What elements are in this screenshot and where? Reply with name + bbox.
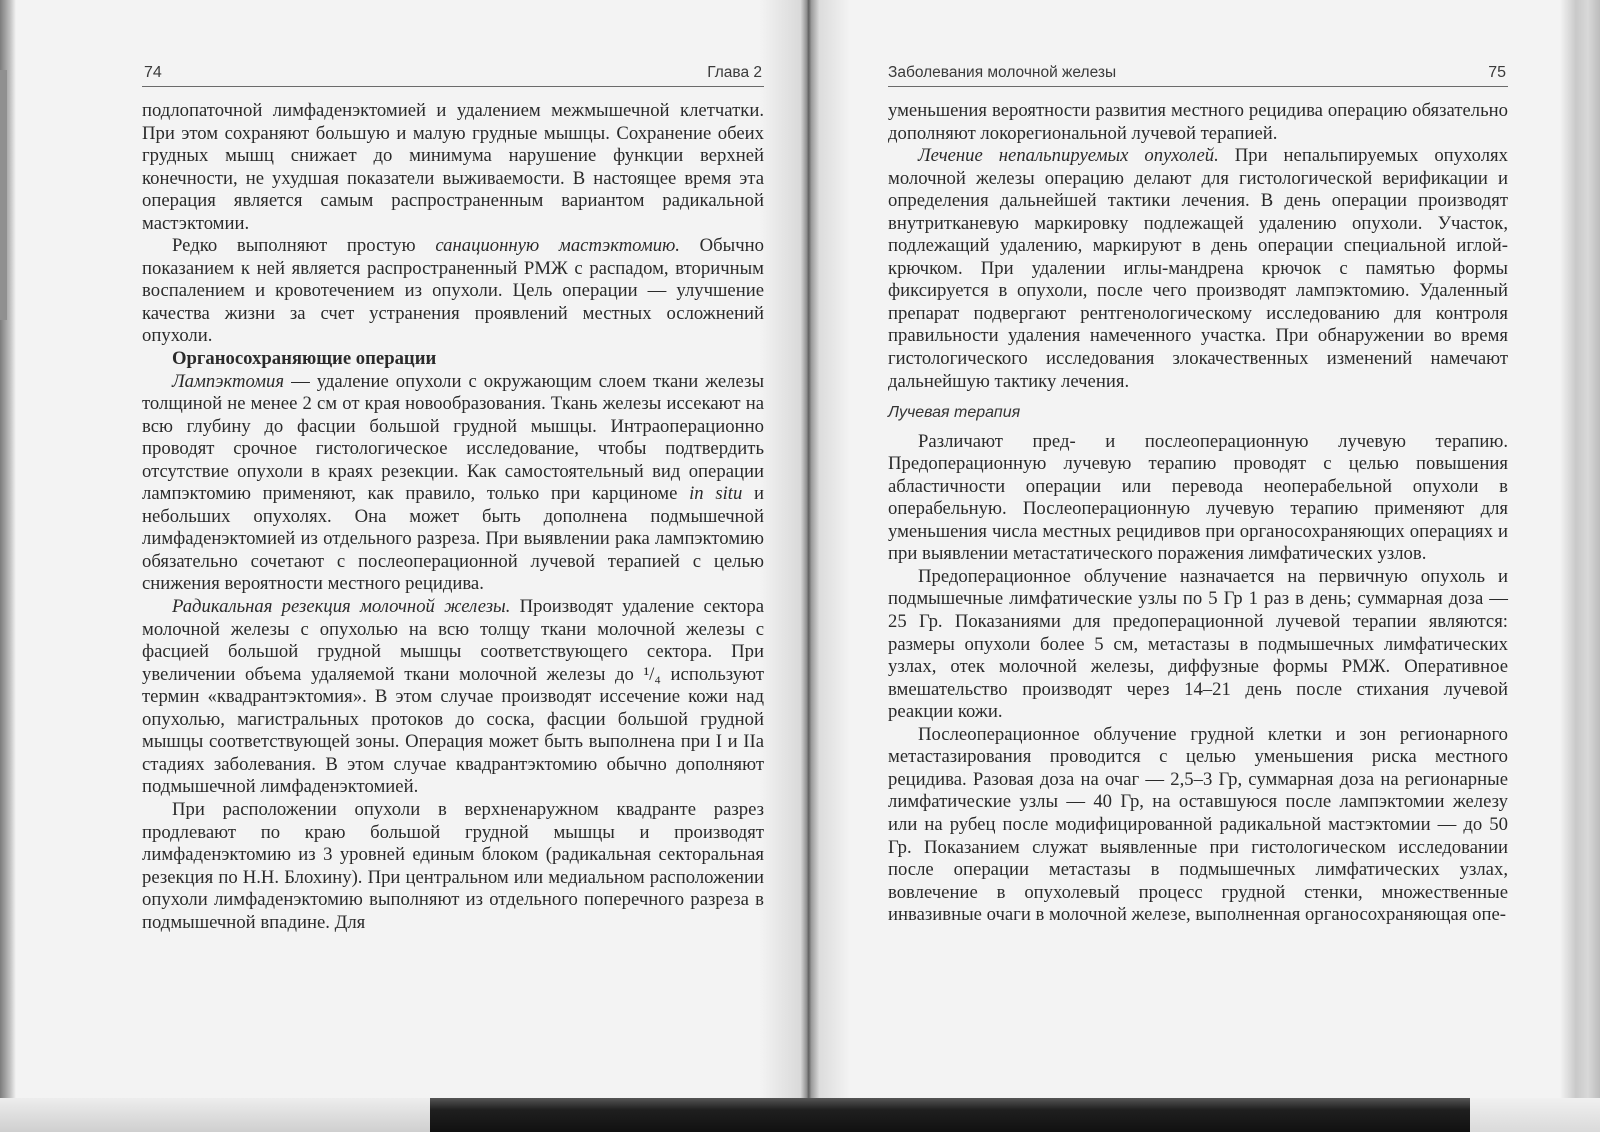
paragraph — [142, 799, 764, 934]
scanner-bottom-light-left — [0, 1098, 430, 1132]
right-page-edge — [1560, 0, 1600, 1132]
right-running-head: Заболевания молочной железы — [888, 64, 1117, 81]
paragraph-text: подлопаточной лимфаденэктомией и удалением межмышечной клетчатки. При этом сохраняют большую и малую грудные мышцы. Сохранение обеих грудных мышц снижает до минимума нарушение функции верхней конечности, не ухудшая показатели выживаемости. В настоящее время эта операция является самым распространенным вариантом радикальной мастэктомии. — [142, 100, 764, 234]
paragraph-text: Обычно показанием к ней является распространенный РМЖ с распадом, вторичным воспалением и кровотечением из опухоли. Цель операции — улучшение качества жизни за счет устранения проявлений местных осложнений опухоли. — [142, 235, 764, 347]
paragraph-text: Предоперационное облучение назначается на первичную опухоль и подмышечные лимфатические узлы по 5 Гр 1 раз в день; суммарная доза — 25 Гр. Показаниями для предоперационной лучевой терапии являются: размеры опухоли более 5 см, метастазы в подмышечных лимфатических узлах, отек молочной железы, диффузные формы РМЖ. Оперативное вмешательство производят через 14–21 день после стихания лучевой реакции кожи. — [888, 565, 1508, 723]
paragraph-text: — удаление опухоли с окружающим слоем ткани железы толщиной не менее 2 см от края новообразования. Ткань железы иссекают на всю глубину до фасции большой грудной мышцы. Интраоперационно проводят срочное гистологическое исследование, чтобы подтвердить отсутствие опухоли в краях резекции. Как самостоятельный вид операции лампэктомию применяют, как правило, только при карциноме — [142, 370, 764, 505]
right-page-body — [888, 100, 1508, 927]
paragraph-text: Редко выполняют простую — [172, 235, 436, 257]
paragraph-text: При непальпируемых опухолях молочной железы операцию делают для гистологической верификации и определения дальнейшей тактики лечения. В день операции производят внутритканевую маркировку подлежащей удалению опухоли. Участок, подлежащий удалению, маркируют в день операции специальной иглой-крючком. При удалении иглы-мандрена крючок с памятью формы фиксируется в опухоли, после чего производят лампэктомию. Удаленный препарат подвергают рентгенологическому исследованию для контроля правильности удаления намеченного участка. При обнаружении во время гистологического исследования злокачественных изменений намечают дальнейшую тактику лечения. — [888, 145, 1508, 392]
paragraph-text: уменьшения вероятности развития местного рецидива операцию обязательно дополняют локорегиональной лучевой терапией. — [888, 100, 1508, 144]
left-edge-shadow — [0, 70, 7, 320]
book-gutter — [760, 0, 850, 1098]
italic-term: in situ — [689, 483, 743, 505]
section-heading: Органосохраняющие операции — [172, 348, 437, 370]
left-running-header — [142, 64, 764, 87]
paragraph-text: При расположении опухоли в верхненаружном квадранте разрез продлевают по краю большой грудной мышцы и производят лимфаденэктомию из 3 уровней единым блоком (радикальная секторальная резекция по Н.Н. Блохину). При центральном или медиальном расположении опухоли лимфаденэктомию выполняют из отдельного поперечного разреза в подмышечной впадине. Для — [142, 798, 764, 933]
paragraph-text: Послеоперационное облучение грудной клетки и зон регионарного метастазирования проводится с целью уменьшения риска местного рецидива. Разовая доза на очаг — 2,5–3 Гр, суммарная доза на регионарные лимфатические узлы — 40 Гр, на оставшуюся после лампэктомии железу или на рубец после модифицированной радикальной мастэктомии — до 50 Гр. Показанием служат выявленные при гистологическом исследовании после операции метастазы в подмышечных лимфатических узлах, вовлечение в опухолевый процесс грудной стенки, множественные инвазивные очаги в молочной железе, выполненная органосохраняющая опе- — [888, 723, 1508, 926]
right-page-number: 75 — [1488, 64, 1506, 81]
paragraph — [888, 145, 1508, 393]
fraction: ¹/₄ — [643, 663, 661, 685]
paragraph-text: Производят удаление сектора молочной железы с опухолью на всю толщу ткани молочной железы с фасцией большой грудной мышцы соответствующего сектора. При увеличении объема удаляемой ткани молочной железы до — [142, 596, 765, 685]
paragraph — [888, 100, 1508, 145]
italic-term: Лечение непальпируемых опухолей. — [918, 145, 1219, 167]
left-page-number: 74 — [144, 64, 162, 81]
paragraph-text: Различают пред- и послеоперационную лучевую терапию. Предоперационную лучевую терапию проводят с целью повышения абластичности операции или перевода неоперабельной опухоли в операбельную. Послеоперационную лучевую терапию применяют для уменьшения числа местных рецидивов при органосохраняющих операциях и при выявлении метастатического поражения лимфатических узлов. — [888, 430, 1508, 565]
left-running-head: Глава 2 — [707, 64, 762, 81]
paragraph-text: используют термин «квадрантэктомия». В этом случае производят иссечение кожи над опухолью, магистральных протоков до соска, фасции большой грудной мышцы соответствующей зоны. Операция может быть выполнена при I и IIa стадиях заболевания. В этом случае квадрантэктомию обычно дополняют подмышечной лимфаденэктомией. — [142, 663, 764, 798]
paragraph-text: и небольших опухолях. Она может быть дополнена подмышечной лимфаденэктомией из отдельного разреза. При выявлении рака лампэктомию обязательно сочетают с послеоперационной лучевой терапией с целью снижения вероятности местного рецидива. — [142, 483, 764, 595]
italic-term: Радикальная резекция молочной железы. — [172, 596, 511, 618]
left-page-body — [142, 100, 764, 934]
subsection-heading: Лучевая терапия — [888, 404, 1021, 422]
scanner-bottom-light-right — [1470, 1098, 1600, 1132]
paragraph — [142, 100, 764, 235]
paragraph — [142, 235, 764, 348]
paragraph — [888, 724, 1508, 927]
italic-term: санационную мастэктомию. — [435, 235, 680, 257]
paragraph — [888, 566, 1508, 724]
paragraph — [142, 596, 764, 799]
paragraph — [888, 431, 1508, 566]
paragraph — [142, 371, 764, 596]
right-running-header — [888, 64, 1508, 87]
italic-term: Лампэктомия — [172, 370, 285, 392]
